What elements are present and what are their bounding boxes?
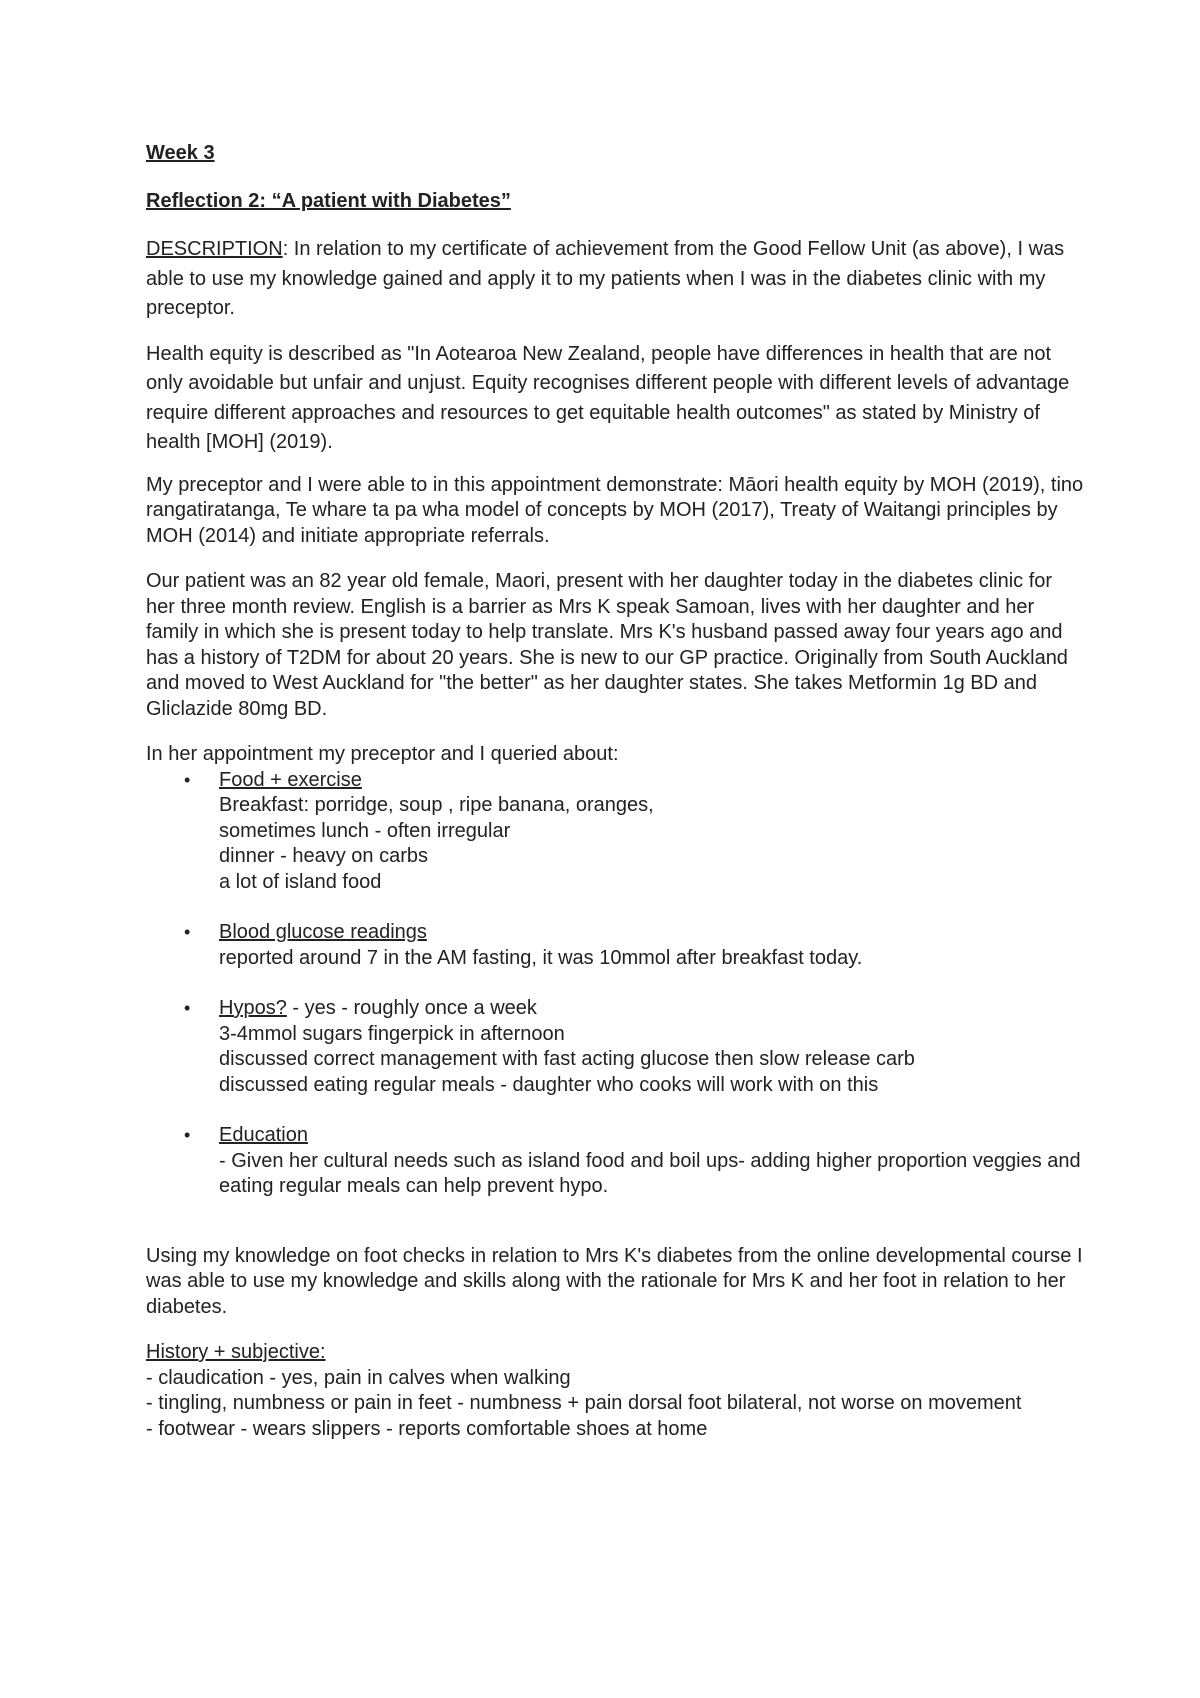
description-paragraph (146, 235, 1086, 324)
query-line: discussed correct management with fast acting glucose then slow release carb (219, 1048, 915, 1070)
list-item (146, 996, 1086, 1098)
query-heading: Education (219, 1124, 308, 1146)
query-line: discussed eating regular meals - daughter who cooks will work with on this (219, 1073, 879, 1096)
preceptor-demo-paragraph: My preceptor and I were able to in this appointment demonstrate: Māori health equity by MOH (2019), tino rangatiratanga, Te whare ta pa wha model of concepts by MOH (2017), Treaty of Waitangi principles by MOH (2014) and initiate appropriate referrals. (146, 473, 1084, 547)
query-heading: Blood glucose readings (219, 921, 427, 943)
history-heading: History + subjective: (146, 1341, 326, 1363)
bullet-icon: • (184, 1125, 191, 1145)
query-line: sometimes lunch - often irregular (219, 819, 511, 842)
query-line: - Given her cultural needs such as island food and boil ups- adding higher proportion veggies and eating regular meals can help prevent hypo. (219, 1149, 1081, 1197)
history-line: - footwear - wears slippers - reports comfortable shoes at home (146, 1417, 708, 1440)
week-heading: Week 3 (146, 142, 215, 164)
description-label: DESCRIPTION (146, 238, 283, 260)
history-section (146, 1340, 1086, 1442)
query-heading: Hypos? (219, 997, 287, 1019)
bullet-icon: • (184, 998, 191, 1018)
query-suffix: - yes - roughly once a week (286, 997, 537, 1019)
query-line: reported around 7 in the AM fasting, it was 10mmol after breakfast today. (219, 946, 863, 969)
queried-intro: In her appointment my preceptor and I queried about: (146, 743, 619, 765)
description-text: : In relation to my certificate of achievement from the Good Fellow Unit (as above), I was able to use my knowledge gained and apply it to my patients when I was in the diabetes clinic with my preceptor. (146, 238, 1065, 319)
list-item (146, 920, 1086, 971)
history-line: - tingling, numbness or pain in feet - numbness + pain dorsal foot bilateral, not worse on movement (146, 1392, 1022, 1414)
bullet-icon: • (184, 769, 191, 790)
query-line: a lot of island food (219, 870, 382, 893)
query-heading: Food + exercise (219, 768, 362, 791)
query-list (146, 768, 1086, 1200)
query-line: Breakfast: porridge, soup , ripe banana, oranges, (219, 794, 654, 816)
health-equity-paragraph: Health equity is described as "In Aotearoa New Zealand, people have differences in health that are not only avoidable but unfair and unjust. Equity recognises different people with different levels of advantage require different approaches and resources to get equitable health outcomes" as stated by Ministry of health [MOH] (2019). (146, 342, 1070, 453)
patient-paragraph: Our patient was an 82 year old female, Maori, present with her daughter today in the diabetes clinic for her three month review. English is a barrier as Mrs K speak Samoan, lives with her daughter and her family in which she is present today to help translate. Mrs K's husband passed away four years ago and has a history of T2DM for about 20 years. She is new to our GP practice. Originally from South Auckland and moved to West Auckland for "the better" as her daughter states. She takes Metformin 1g BD and Gliclazide 80mg BD. (146, 570, 1068, 720)
document-page (146, 140, 1086, 1442)
reflection-heading: Reflection 2: “A patient with Diabetes” (146, 190, 511, 212)
query-line: dinner - heavy on carbs (219, 845, 429, 867)
query-line: 3-4mmol sugars fingerpick in afternoon (219, 1022, 565, 1045)
list-item (146, 1123, 1086, 1200)
list-item (146, 768, 1086, 896)
history-line: - claudication - yes, pain in calves when walking (146, 1366, 571, 1389)
bullet-icon: • (184, 922, 191, 942)
foot-checks-paragraph: Using my knowledge on foot checks in relation to Mrs K's diabetes from the online developmental course I was able to use my knowledge and skills along with the rationale for Mrs K and her foot in relation to her diabetes. (146, 1244, 1083, 1318)
